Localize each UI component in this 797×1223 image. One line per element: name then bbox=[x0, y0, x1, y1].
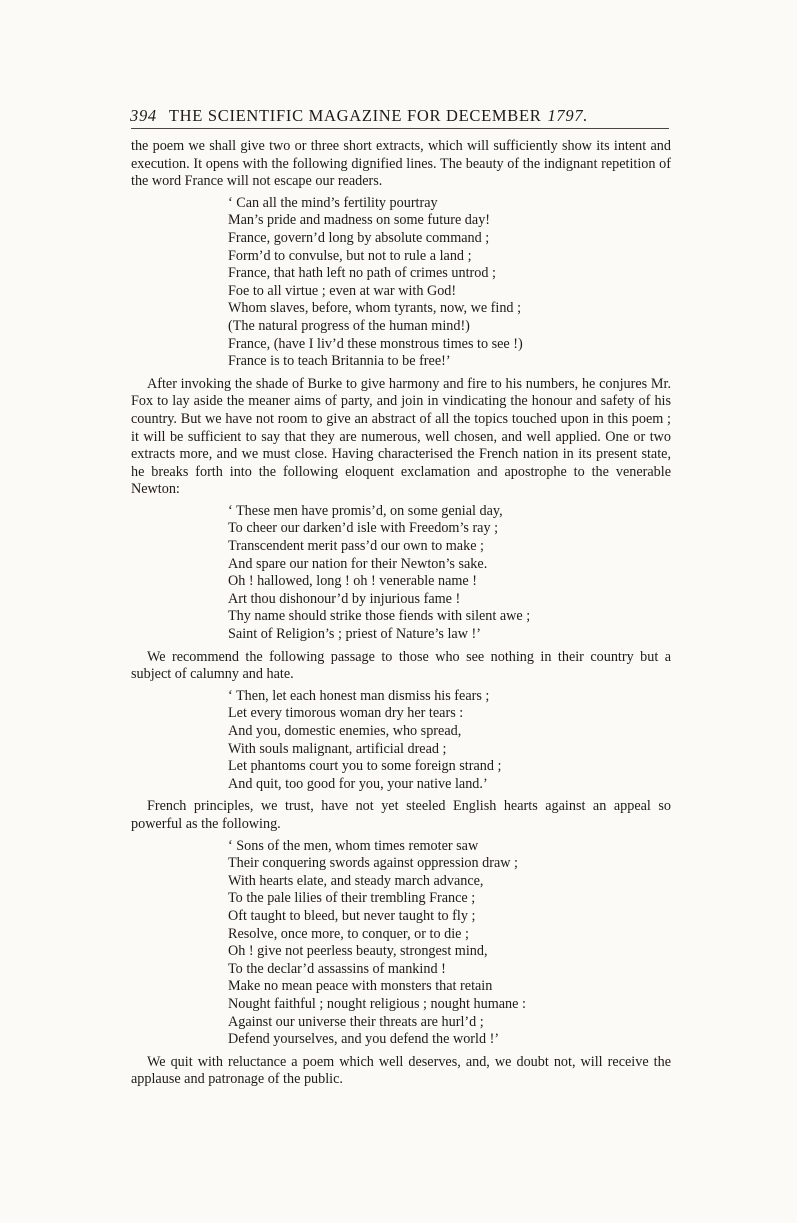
verse-line: France, that hath left no path of crimes untrod ; bbox=[228, 265, 496, 282]
paragraph-intro: the poem we shall give two or three short extracts, which will sufficiently show its intent and execution. It opens with the following dignified lines. The beauty of the indignant repetition of the word France will not escape our readers. bbox=[131, 138, 671, 190]
paragraph-recommend: We recommend the following passage to those who see nothing in their country but a subject of calumny and hate. bbox=[131, 648, 671, 683]
verse-line: Nought faithful ; nought religious ; nought humane : bbox=[228, 995, 526, 1012]
verse-line: Saint of Religion’s ; priest of Nature’s law !’ bbox=[228, 626, 481, 643]
verse-line: To cheer our darken’d isle with Freedom’s ray ; bbox=[228, 520, 499, 537]
verse-line: Their conquering swords against oppression draw ; bbox=[228, 855, 518, 872]
verse-line: Make no mean peace with monsters that retain bbox=[228, 978, 493, 995]
page-number: 394 bbox=[130, 106, 157, 125]
verse-line: And you, domestic enemies, who spread, bbox=[228, 723, 462, 739]
verse-line: Resolve, once more, to conquer, or to die ; bbox=[228, 925, 469, 942]
verse-line: Form’d to convulse, but not to rule a land ; bbox=[228, 247, 472, 264]
verse-line: ‘ Then, let each honest man dismiss his fears ; bbox=[228, 687, 490, 704]
verse-line: With souls malignant, artificial dread ; bbox=[228, 740, 447, 757]
verse-line: Art thou dishonour’d by injurious fame ! bbox=[228, 590, 461, 607]
verse-line: Foe to all virtue ; even at war with God! bbox=[228, 282, 457, 299]
verse-france bbox=[228, 195, 671, 371]
verse-line: Against our universe their threats are hurl’d ; bbox=[228, 1013, 484, 1030]
verse-sons-of-men bbox=[228, 838, 671, 1049]
verse-honest-man bbox=[228, 688, 671, 794]
verse-line: France is to teach Britannia to be free!’ bbox=[228, 353, 451, 370]
verse-line: Man’s pride and madness on some future day! bbox=[228, 212, 491, 229]
verse-line: Transcendent merit pass’d our own to make ; bbox=[228, 538, 484, 555]
verse-line: France, govern’d long by absolute command ; bbox=[228, 229, 490, 246]
verse-line: To the pale lilies of their trembling France ; bbox=[228, 890, 476, 907]
verse-line: (The natural progress of the human mind!) bbox=[228, 317, 470, 334]
article-body bbox=[131, 138, 671, 1089]
verse-line: ‘ Can all the mind’s fertility pourtray bbox=[228, 194, 438, 211]
verse-line: Whom slaves, before, whom tyrants, now, we find ; bbox=[228, 300, 522, 317]
verse-line: With hearts elate, and steady march advance, bbox=[228, 872, 484, 889]
verse-line: Thy name should strike those fiends with silent awe ; bbox=[228, 608, 531, 625]
header-rule bbox=[131, 128, 669, 129]
verse-line: And quit, too good for you, your native land.’ bbox=[228, 775, 488, 792]
verse-line: Let phantoms court you to some foreign strand ; bbox=[228, 758, 502, 775]
verse-line: Oft taught to bleed, but never taught to fly ; bbox=[228, 907, 476, 924]
paragraph-french-principles: French principles, we trust, have not yet steeled English hearts against an appeal so powerful as the following. bbox=[131, 798, 671, 832]
verse-line: Oh ! hallowed, long ! oh ! venerable name ! bbox=[228, 573, 477, 590]
verse-line: Let every timorous woman dry her tears : bbox=[228, 705, 464, 722]
verse-line: And spare our nation for their Newton’s sake. bbox=[228, 555, 488, 572]
verse-line: France, (have I liv’d these monstrous times to see !) bbox=[228, 335, 523, 352]
header-year: 1797. bbox=[547, 106, 589, 125]
verse-line: Oh ! give not peerless beauty, strongest mind, bbox=[228, 943, 488, 960]
verse-line: ‘ Sons of the men, whom times remoter saw bbox=[228, 837, 479, 854]
paragraph-closing: We quit with reluctance a poem which well deserves, and, we doubt not, will receive the applause and patronage of the public. bbox=[131, 1053, 671, 1088]
verse-line: ‘ These men have promis’d, on some genial day, bbox=[228, 502, 503, 519]
verse-newton bbox=[228, 503, 671, 644]
verse-line: To the declar’d assassins of mankind ! bbox=[228, 960, 446, 977]
paragraph-burke-fox: After invoking the shade of Burke to give harmony and fire to his numbers, he conjures Mr. Fox to lay aside the meaner aims of party, and join in vindicating the honour and safety of his country. But we have not room to give an abstract of all the topics touched upon in this poem ; it will be sufficient to say that they are numerous, well chosen, and well applied. One or two extracts more, and we must close. Having characterised the French nation in its present state, he breaks forth into the following eloquent exclamation and apostrophe to the venerable Newton: bbox=[131, 375, 671, 498]
verse-line: Defend yourselves, and you defend the world !’ bbox=[228, 1031, 500, 1048]
running-header bbox=[130, 106, 670, 126]
running-title: THE SCIENTIFIC MAGAZINE FOR DECEMBER bbox=[168, 106, 542, 125]
